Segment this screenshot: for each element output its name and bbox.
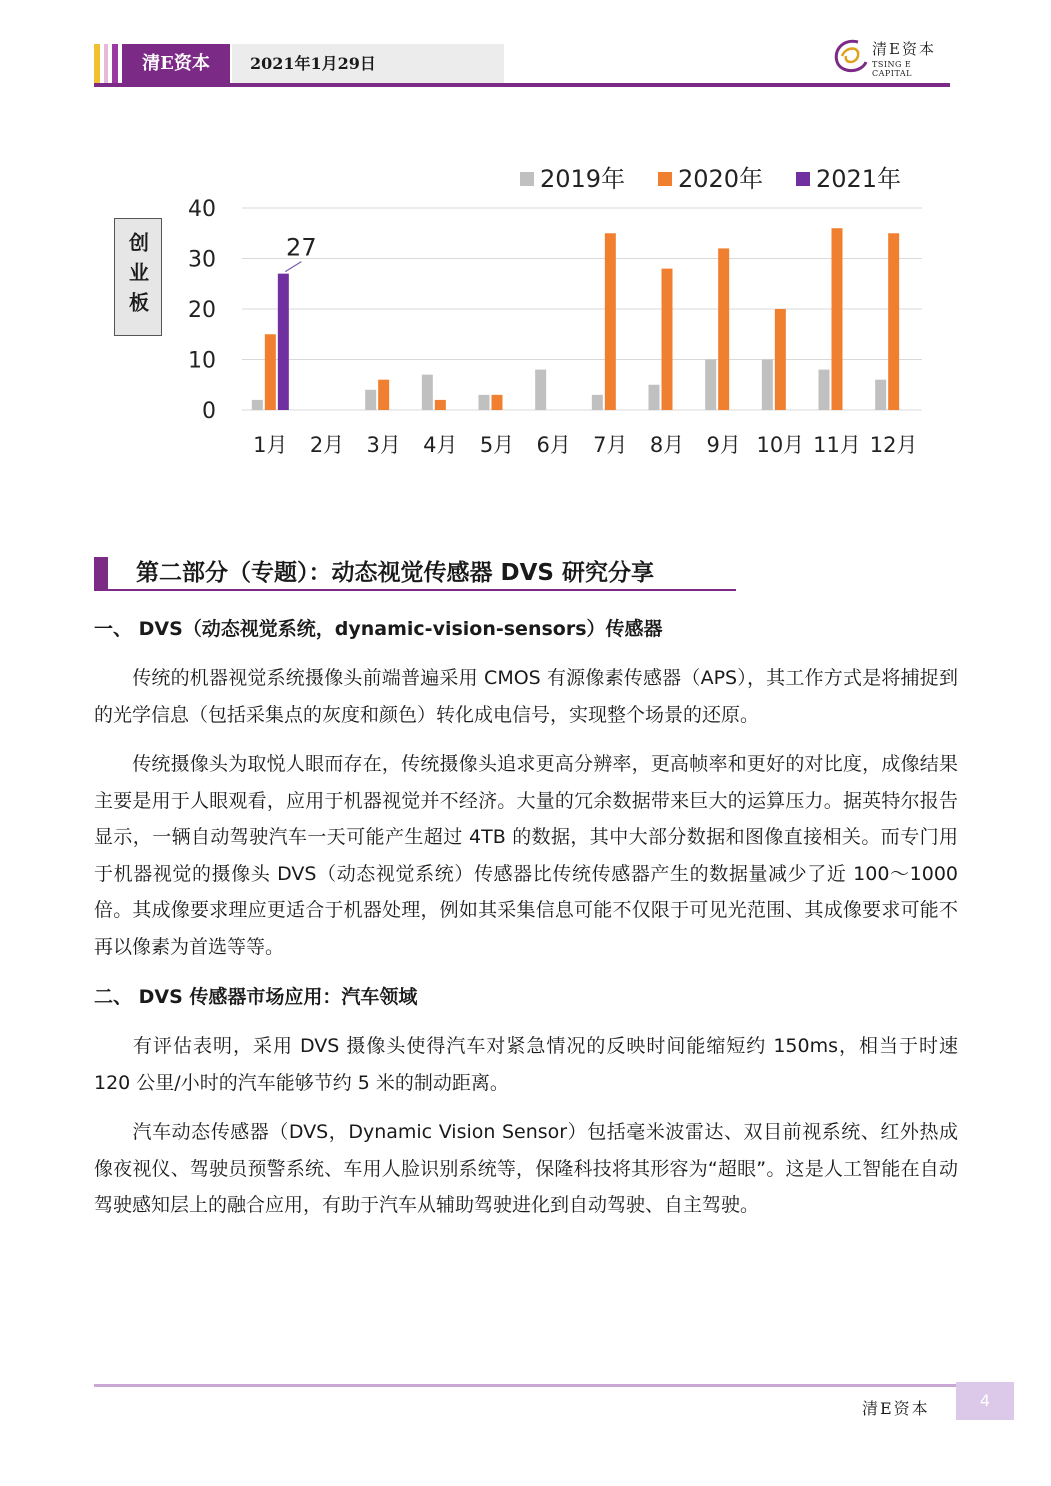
section-title [94, 555, 736, 591]
bar-2020年 [492, 395, 503, 410]
bar-2020年 [775, 309, 786, 410]
bar-2020年 [605, 233, 616, 410]
legend-label: 2021年 [816, 165, 902, 193]
chart-y-label: 创业板 [125, 232, 150, 322]
paragraph [94, 1028, 958, 1101]
bar-2019年 [535, 370, 546, 410]
header-brand: 清E资本 [122, 44, 230, 84]
page-number: 4 [956, 1382, 1014, 1420]
paragraph [94, 660, 958, 733]
x-tick-label: 12月 [869, 433, 918, 457]
section-title-text: 第二部分（专题）：动态视觉传感器 DVS 研究分享 [136, 560, 654, 586]
x-tick-label: 3月 [366, 433, 401, 457]
header-accent-bar [112, 44, 118, 84]
paragraph [94, 1114, 958, 1224]
y-tick-label: 30 [188, 247, 216, 273]
bar-2020年 [265, 334, 276, 410]
x-tick-label: 9月 [706, 433, 741, 457]
section-title-underline [94, 589, 736, 591]
subsection-heading: 一、 DVS（动态视觉系统，dynamic-vision-sensors）传感器 [94, 618, 663, 640]
x-tick-label: 11月 [813, 433, 861, 457]
ipo-bar-chart [100, 150, 960, 480]
x-tick-label: 6月 [536, 433, 571, 457]
x-tick-label: 2月 [309, 433, 345, 457]
logo-swirl-icon [828, 34, 872, 76]
bar-2019年 [762, 360, 773, 411]
data-label: 27 [286, 233, 317, 262]
bar-2020年 [718, 248, 729, 410]
x-tick-label: 4月 [423, 433, 458, 457]
y-tick-label: 40 [188, 197, 216, 222]
section-title-marker [94, 557, 108, 589]
bar-2020年 [832, 228, 843, 410]
legend-swatch [658, 172, 672, 186]
paragraph-text: 汽车动态传感器（DVS，Dynamic Vision Sensor）包括毫米波雷达、双目前视系统、红外热成像夜视仪、驾驶员预警系统、车用人脸识别系统等，保隆科技将其形容为“超眼”。这是人工智能在自动驾驶感知层上的融合应用，有助于汽车从辅助驾驶进化到自动驾驶、自主驾驶。 [94, 1121, 958, 1216]
paragraph [94, 746, 958, 965]
bar-2019年 [592, 395, 603, 410]
bar-2020年 [378, 380, 389, 410]
x-tick-label: 8月 [649, 433, 685, 457]
bar-2019年 [875, 380, 886, 410]
header-rule [94, 83, 950, 87]
bar-2019年 [422, 375, 433, 410]
bar-2019年 [365, 390, 376, 410]
x-tick-label: 10月 [756, 433, 805, 457]
bar-2021年 [278, 274, 289, 410]
bar-2019年 [649, 385, 660, 410]
legend-label: 2020年 [678, 165, 764, 193]
logo-text-en: TSING E CAPITAL [872, 60, 912, 78]
header-date: 2021年1月29日 [232, 44, 504, 84]
y-tick-label: 10 [188, 348, 216, 374]
x-tick-label: 1月 [253, 433, 288, 457]
chart-canvas [100, 150, 960, 480]
header-accent-bar [104, 44, 108, 84]
bar-2020年 [662, 269, 673, 410]
bar-2019年 [705, 360, 716, 411]
logo-text-cn: 清E资本 [872, 40, 936, 58]
paragraph-text: 传统的机器视觉系统摄像头前端普遍采用 CMOS 有源像素传感器（APS），其工作方式是将捕捉到的光学信息（包括采集点的灰度和颜色）转化成电信号，实现整个场景的还原。 [94, 667, 958, 726]
bar-2019年 [252, 400, 263, 410]
footer-rule [94, 1384, 956, 1387]
legend-label: 2019年 [540, 165, 626, 193]
company-logo [828, 34, 950, 76]
page-header [94, 44, 950, 84]
x-tick-label: 7月 [593, 433, 628, 457]
bar-2019年 [479, 395, 490, 410]
subsection-heading: 二、 DVS 传感器市场应用：汽车领域 [94, 986, 418, 1008]
footer-brand: 清E资本 [862, 1399, 930, 1418]
header-accent-bar [94, 44, 100, 84]
bar-2019年 [819, 370, 830, 410]
legend-swatch [796, 172, 810, 186]
annotation-leader [285, 262, 301, 272]
bar-2020年 [888, 233, 899, 410]
bar-2020年 [435, 400, 446, 410]
y-tick-label: 0 [202, 399, 216, 424]
paragraph-text: 传统摄像头为取悦人眼而存在，传统摄像头追求更高分辨率，更高帧率和更好的对比度，成像结果主要是用于人眼观看，应用于机器视觉并不经济。大量的冗余数据带来巨大的运算压力。据英特尔报告显示，一辆自动驾驶汽车一天可能产生超过 4TB 的数据，其中大部分数据和图像直接相关。而专门用于机器视觉的摄像头 DVS（动态视觉系统）传感器比传统传感器产生的数据量减少了近 100～1000 倍。其成像要求理应更适合于机器处理，例如其采集信息可能不仅限于可见光范围、其成像要求可能不再以像素为首选等等。 [94, 753, 958, 958]
y-tick-label: 20 [188, 298, 216, 323]
x-tick-label: 5月 [479, 433, 515, 457]
legend-swatch [520, 172, 534, 186]
paragraph-text: 有评估表明，采用 DVS 摄像头使得汽车对紧急情况的反映时间能缩短约 150ms，相当于时速 120 公里/小时的汽车能够节约 5 米的制动距离。 [94, 1035, 958, 1094]
